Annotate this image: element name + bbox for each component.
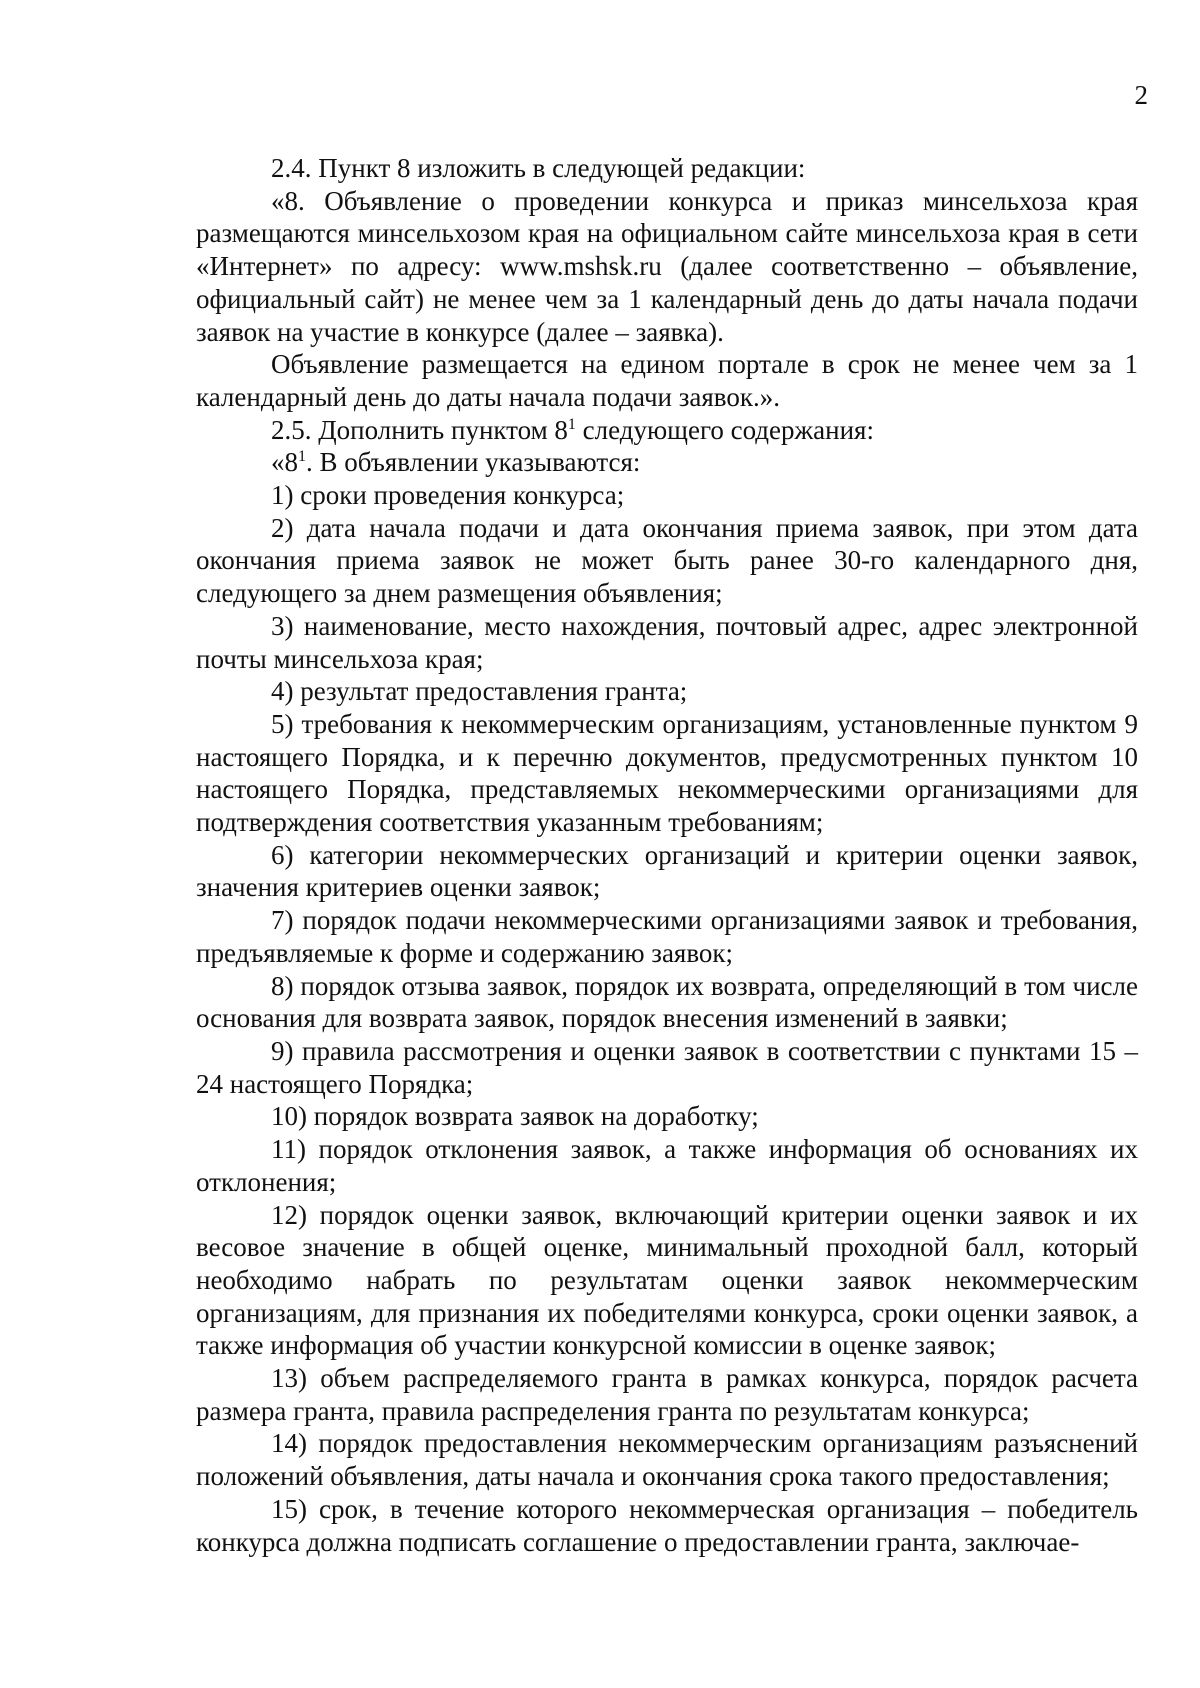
paragraph: 3) наименование, место нахождения, почтовый адрес, адрес электронной почты минсельхоза края;: [196, 610, 1138, 674]
paragraph: 8) порядок отзыва заявок, порядок их возврата, определяющий в том числе основания для возврата заявок, порядок внесения изменений в заявки;: [196, 970, 1138, 1034]
paragraph: 6) категории некоммерческих организаций и критерии оценки заявок, значения критериев оценки заявок;: [196, 839, 1138, 903]
paragraph: 9) правила рассмотрения и оценки заявок в соответствии с пунктами 15 – 24 настоящего Порядка;: [196, 1035, 1138, 1099]
paragraph: 12) порядок оценки заявок, включающий критерии оценки заявок и их весовое значение в общей оценке, минимальный проходной балл, который необходимо набрать по результатам оценки заявок некоммерческим организациям, для признания их победителями конкурса, сроки оценки заявок, а также информация об участии конкурсной комиссии в оценке заявок;: [196, 1199, 1138, 1361]
page-number: 2: [1134, 80, 1148, 110]
paragraph: 11) порядок отклонения заявок, а также информация об основаниях их отклонения;: [196, 1134, 1138, 1197]
paragraph: 13) объем распределяемого гранта в рамках конкурса, порядок расчета размера гранта, правила распределения гранта по результатам конкурса;: [196, 1363, 1138, 1426]
document-body: [196, 152, 1138, 1558]
paragraph: 1) сроки проведения конкурса;: [271, 480, 625, 511]
paragraph: 10) порядок возврата заявок на доработку;: [271, 1101, 759, 1132]
paragraph: 15) срок, в течение которого некоммерческая организация – победитель конкурса должна подписать соглашение о предоставлении гранта, заключае-: [196, 1493, 1138, 1557]
paragraph: «8. Объявление о проведении конкурса и приказ минсельхоза края размещаются минсельхозом края на официальном сайте минсельхоза края в сети «Интернет» по адресу: www.mshsk.ru (далее соответственно – объявление, официальный сайт) не менее чем за 1 календарный день до даты начала подачи заявок на участие в конкурсе (далее – заявка).: [196, 185, 1138, 347]
paragraph: 2.4. Пункт 8 изложить в следующей редакции:: [271, 153, 806, 183]
paragraph: «$8^1$. В объявлении указываются:: [271, 447, 641, 478]
paragraph: 14) порядок предоставления некоммерческим организациям разъяснений положений объявления, даты начала и окончания срока такого предоставления;: [196, 1428, 1138, 1492]
paragraph: 2) дата начала подачи и дата окончания приема заявок, при этом дата окончания приема заявок не может быть ранее 30-го календарного дня, следующего за днем размещения объявления;: [196, 512, 1138, 609]
paragraph: 4) результат предоставления гранта;: [271, 676, 688, 707]
paragraph: 7) порядок подачи некоммерческими организациями заявок и требования, предъявляемые к форме и содержанию заявок;: [196, 905, 1138, 968]
paragraph: 2.5. Дополнить пунктом $8^1$ следующего содержания:: [271, 414, 874, 445]
paragraph: Объявление размещается на едином портале в срок не менее чем за 1 календарный день до даты начала подачи заявок.».: [196, 349, 1138, 412]
paragraph: 5) требования к некоммерческим организациям, установленные пунктом 9 настоящего Порядка, и к перечню документов, предусмотренных пунктом 10 настоящего Порядка, представляемых некоммерческими организациями для подтверждения соответствия указанным требованиям;: [196, 708, 1138, 838]
